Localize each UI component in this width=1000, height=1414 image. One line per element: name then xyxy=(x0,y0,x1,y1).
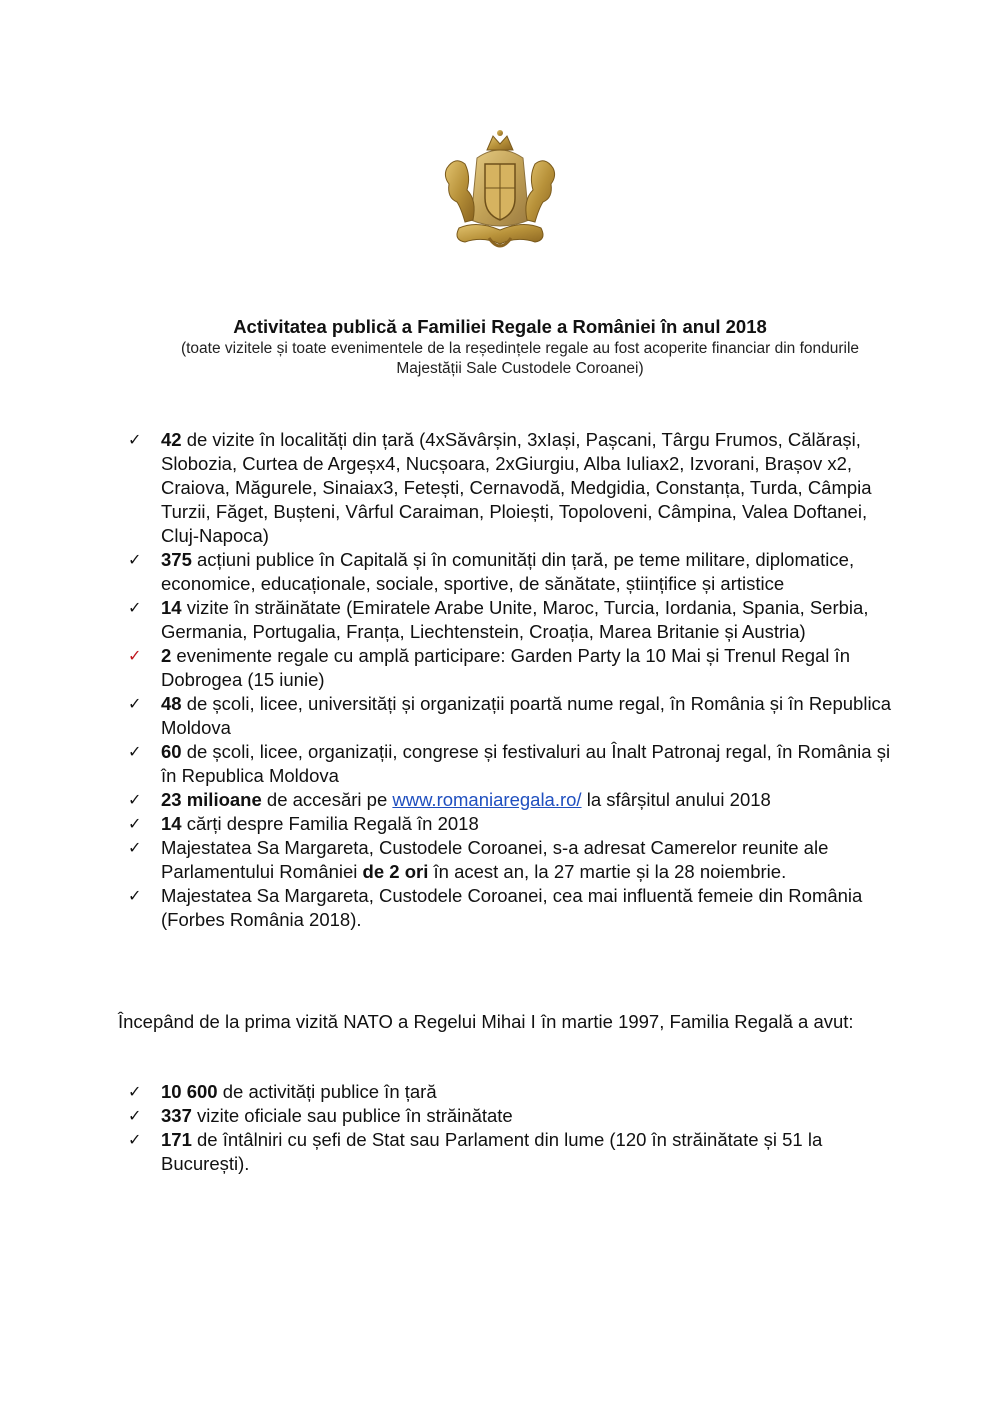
item-text: de activități publice în țară xyxy=(217,1081,437,1102)
document-title: Activitatea publică a Familiei Regale a României în anul 2018 xyxy=(233,316,767,337)
document-subtitle: (toate vizitele și toate evenimentele de la reședințele regale au fost acoperite financiar din fondurile Majestății Sale Custodele Coroanei) xyxy=(180,340,860,377)
checkmark-icon: ✓ xyxy=(128,1082,142,1101)
list-item xyxy=(128,1080,898,1104)
item-text: vizite oficiale sau publice în străinătate xyxy=(191,1105,513,1126)
nato-intro-paragraph: Începând de la prima vizită NATO a Regelui Mihai I în martie 1997, Familia Regală a avut: xyxy=(118,1011,854,1032)
item-text: de școli, licee, organizații, congrese și festivaluri au Înalt Patronaj regal, în România și în Republica Moldova xyxy=(161,741,891,786)
checkmark-icon: ✓ xyxy=(128,1106,142,1125)
item-number: 60 xyxy=(161,741,182,762)
list-item xyxy=(128,788,898,812)
item-text: de întâlniri cu șefi de Stat sau Parlament din lume (120 în străinătate și 51 la București). xyxy=(161,1129,823,1174)
item-number: 10 600 xyxy=(161,1081,218,1102)
item-text: de accesări pe xyxy=(261,789,393,810)
list-item xyxy=(128,428,898,548)
item-number: 14 xyxy=(161,813,182,834)
item-text: evenimente regale cu amplă participare: Garden Party la 10 Mai și Trenul Regal în Dobrogea (15 iunie) xyxy=(161,645,850,690)
list-item xyxy=(128,1128,898,1176)
checkmark-icon: ✓ xyxy=(128,814,142,833)
list-item xyxy=(128,596,898,644)
list-item xyxy=(128,1104,898,1128)
item-number: 2 xyxy=(161,645,172,666)
list-item xyxy=(128,644,898,692)
item-text: de vizite în localități din țară (4xSăvârșin, 3xIași, Pașcani, Târgu Frumos, Călărași, Slobozia, Curtea de Argeșx4, Nucșoara, 2xGiurgiu, Alba Iuliax2, Izvorani, Brașov x2, Craiova, Măgurele, Sinaiax3, Fetești, Cernavodă, Medgidia, Constanța, Turda, Câmpia Turzii, Făget, Bușteni, Vârful Caraiman, Ploiești, Topoloveni, Câmpina, Valea Doftanei, Cluj-Napoca) xyxy=(161,429,872,546)
since-1997-list xyxy=(128,1080,898,1176)
checkmark-icon: ✓ xyxy=(128,1130,142,1149)
item-text: acțiuni publice în Capitală și în comunități din țară, pe teme militare, diplomatice, economice, educaționale, sociale, sportive, de sănătate, științifice și artistice xyxy=(161,549,855,594)
item-number: 42 xyxy=(161,429,182,450)
item-text: cărți despre Familia Regală în 2018 xyxy=(181,813,479,834)
item-text: de școli, licee, universități și organizații poartă nume regal, în România și în Republica Moldova xyxy=(161,693,892,738)
list-item xyxy=(128,740,898,788)
list-item xyxy=(128,692,898,740)
list-item xyxy=(128,548,898,596)
checkmark-icon: ✓ xyxy=(128,598,142,617)
list-item xyxy=(128,836,898,884)
list-item xyxy=(128,884,898,932)
item-number: 14 xyxy=(161,597,182,618)
item-number: 48 xyxy=(161,693,182,714)
checkmark-icon: ✓ xyxy=(128,430,142,449)
checkmark-icon: ✓ xyxy=(128,742,142,761)
item-text-after: la sfârșitul anului 2018 xyxy=(581,789,771,810)
royal-coat-of-arms-crest xyxy=(437,128,563,258)
item-text-after: în acest an, la 27 martie și la 28 noiembrie. xyxy=(428,861,787,882)
checkmark-icon: ✓ xyxy=(128,646,142,665)
item-text: vizite în străinătate (Emiratele Arabe Unite, Maroc, Turcia, Iordania, Spania, Serbia, Germania, Portugalia, Franța, Liechtenstein, Croația, Marea Britanie și Austria) xyxy=(161,597,869,642)
checkmark-icon: ✓ xyxy=(128,838,142,857)
website-link[interactable]: www.romaniaregala.ro/ xyxy=(392,789,582,810)
checkmark-icon: ✓ xyxy=(128,790,142,809)
item-number: 337 xyxy=(161,1105,192,1126)
list-item xyxy=(128,812,898,836)
item-number: 375 xyxy=(161,549,192,570)
checkmark-icon: ✓ xyxy=(128,550,142,569)
activities-2018-list xyxy=(128,428,898,932)
checkmark-icon: ✓ xyxy=(128,886,142,905)
item-text: Majestatea Sa Margareta, Custodele Coroanei, cea mai influentă femeie din România (Forbes România 2018). xyxy=(161,885,863,930)
item-emphasis: de 2 ori xyxy=(362,861,429,882)
item-number: 171 xyxy=(161,1129,192,1150)
checkmark-icon: ✓ xyxy=(128,694,142,713)
item-text: Majestatea Sa Margareta, Custodele Coroanei, s-a adresat Camerelor reunite ale Parlamentului României xyxy=(161,837,829,882)
item-number: 23 milioane xyxy=(161,789,262,810)
